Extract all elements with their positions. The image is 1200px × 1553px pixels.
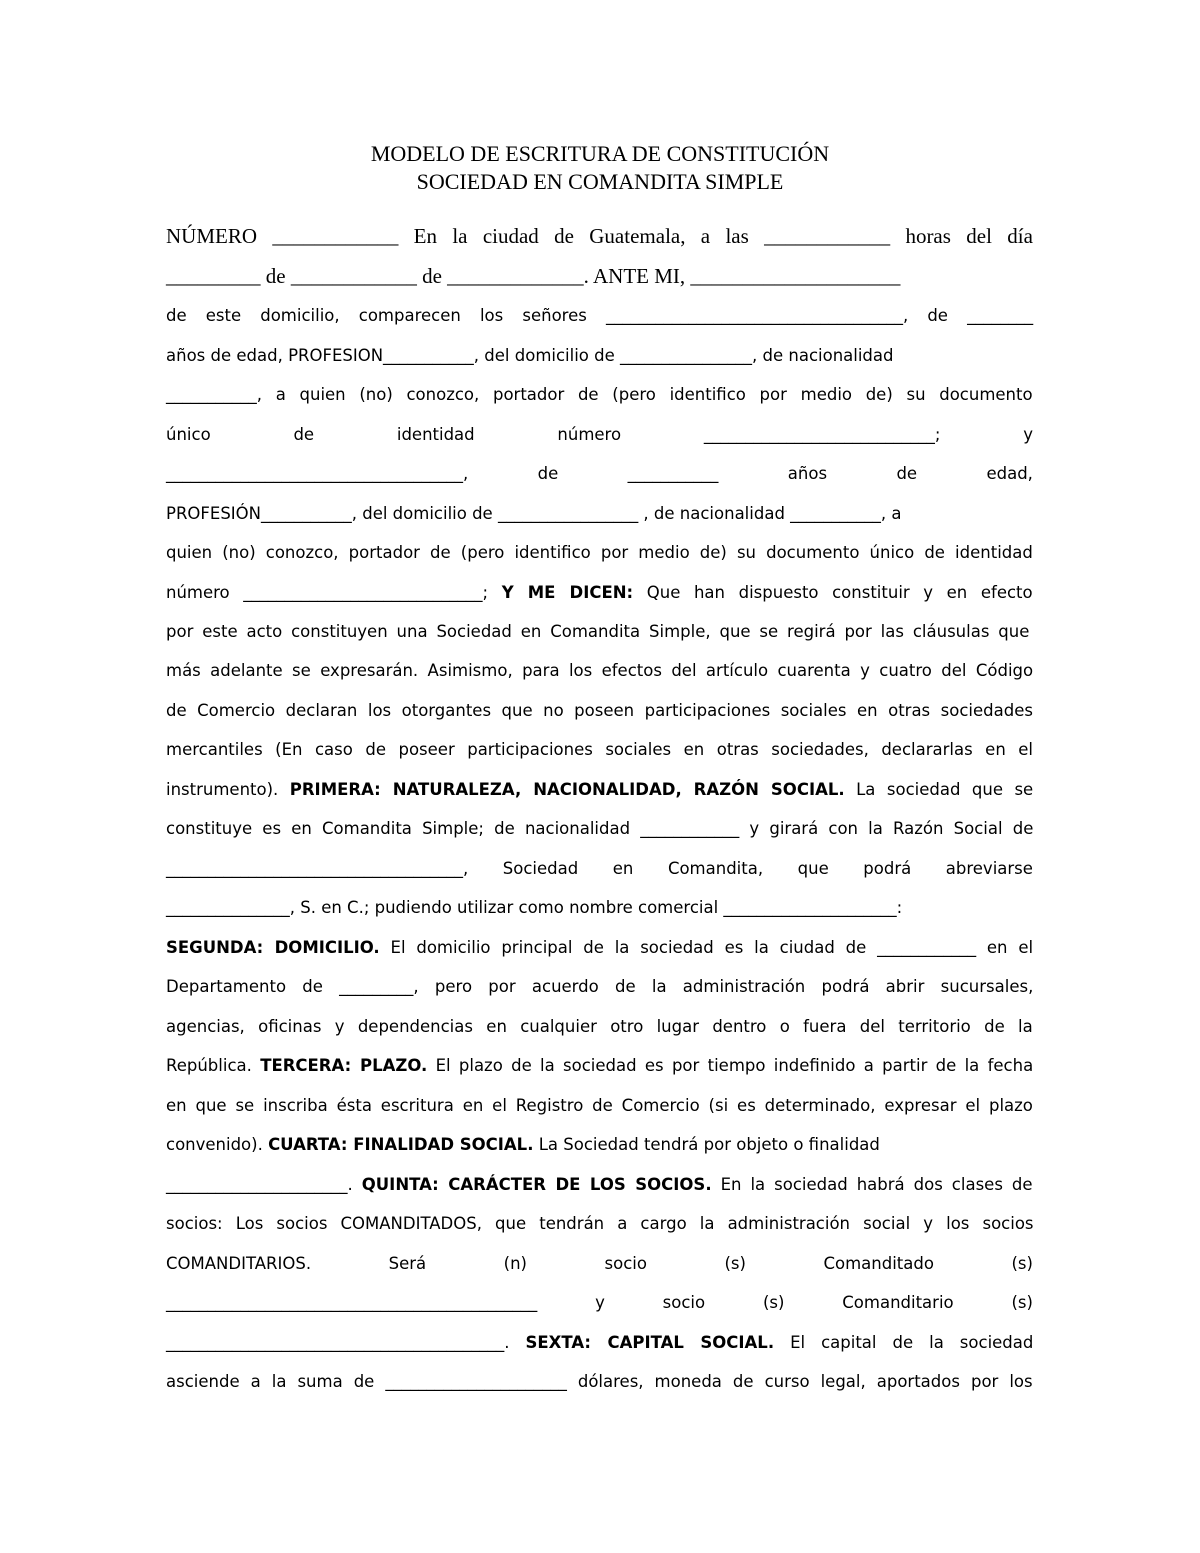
clause-heading: CUARTA: FINALIDAD SOCIAL.	[268, 1135, 534, 1154]
body-text-segment: instrumento).	[166, 780, 290, 799]
body-line	[166, 933, 1033, 963]
body-word: Sociedad	[502, 859, 579, 878]
body-text-segment: El plazo de la sociedad es por tiempo indefinido a partir de la fecha	[427, 1056, 1034, 1075]
body-word: de	[896, 464, 918, 483]
body-word: (n)	[503, 1254, 527, 1273]
body-line	[166, 420, 1033, 450]
body-word: Comanditario	[842, 1293, 954, 1312]
body-word: (s)	[1011, 1293, 1033, 1312]
body-word: años	[787, 464, 828, 483]
body-text-segment: constituye es en Comandita Simple; de nacionalidad ____________ y girará con la Razón Social de	[166, 819, 1034, 838]
body-word: _____________________________________________	[166, 1293, 538, 1312]
body-line	[166, 617, 1033, 647]
body-text-segment: número _____________________________;	[166, 583, 502, 602]
body-word: ___________	[627, 464, 719, 483]
clause-heading: PRIMERA: NATURALEZA, NACIONALIDAD, RAZÓN SOCIAL.	[289, 780, 845, 799]
body-line	[166, 696, 1033, 726]
body-line	[166, 814, 1033, 844]
body-word: (s)	[762, 1293, 785, 1312]
body-text-segment: de Comercio declaran los otorgantes que no poseen participaciones sociales en otras sociedades	[166, 701, 1033, 720]
body-text-segment: _______________, S. en C.; pudiendo utilizar como nombre comercial _____________________:	[166, 898, 903, 917]
body-line	[166, 1091, 1033, 1121]
body-line	[166, 1249, 1033, 1279]
body-line	[166, 735, 1033, 765]
body-line	[166, 261, 1033, 291]
body-text-segment: NÚMERO ____________	[166, 224, 414, 248]
document-title-line-1: MODELO DE ESCRITURA DE CONSTITUCIÓN	[370, 141, 830, 166]
body-line	[166, 854, 1033, 884]
body-word: de	[537, 464, 559, 483]
document-title-line-2: SOCIEDAD EN COMANDITA SIMPLE	[416, 169, 784, 194]
body-text-segment: La sociedad que se	[844, 780, 1034, 799]
body-word: ____________________________________,	[166, 859, 469, 878]
body-word: Comandita,	[667, 859, 764, 878]
body-text-segment: _________ de ____________ de _____________. ANTE MI, ____________________	[166, 264, 901, 288]
body-text-segment: En la sociedad habrá dos clases de	[711, 1175, 1033, 1194]
clause-heading: Y ME DICEN:	[501, 583, 634, 602]
body-line	[166, 221, 1033, 251]
body-text-segment: por este acto constituyen una Sociedad en Comandita Simple, que se regirá por las cláusulas que	[166, 622, 1030, 641]
body-text-segment: agencias, oficinas y dependencias en cualquier otro lugar dentro o fuera del territorio de la	[166, 1017, 1033, 1036]
body-word: Comanditado	[823, 1254, 934, 1273]
body-line	[166, 1328, 1033, 1358]
body-text-segment: La Sociedad tendrá por objeto o finalidad	[533, 1135, 880, 1154]
body-line	[166, 578, 1033, 608]
body-text-segment: República.	[166, 1056, 261, 1075]
body-word: y	[595, 1293, 605, 1312]
clause-heading: QUINTA: CARÁCTER DE LOS SOCIOS.	[361, 1175, 712, 1194]
body-text-segment: quien (no) conozco, portador de (pero identifico por medio de) su documento único de identidad	[166, 543, 1033, 562]
body-word: ____________________________;	[703, 425, 941, 444]
body-word: abreviarse	[945, 859, 1033, 878]
body-text-segment: El capital de la sociedad	[774, 1333, 1034, 1352]
body-line	[166, 1012, 1033, 1042]
body-word: en	[612, 859, 634, 878]
body-text-segment: PROFESIÓN___________, del domicilio de _________________ , de nacionalidad ___________, a	[166, 504, 902, 523]
body-line	[166, 1288, 1033, 1318]
body-text-segment: en que se inscriba ésta escritura en el Registro de Comercio (si es determinado, expresar el plazo	[166, 1096, 1033, 1115]
body-text-segment: El domicilio principal de la sociedad es la ciudad de ____________ en el	[379, 938, 1034, 957]
body-line	[166, 301, 1033, 331]
body-line	[166, 341, 1033, 371]
body-word: edad,	[986, 464, 1033, 483]
body-word: único	[166, 425, 211, 444]
body-text-segment: Departamento de _________, pero por acuerdo de la administración podrá abrir sucursales,	[166, 977, 1034, 996]
body-word: Será	[388, 1254, 427, 1273]
body-line	[166, 459, 1033, 489]
body-word: ____________________________________,	[166, 464, 469, 483]
body-text-segment: de este domicilio, comparecen los señores ____________________________________, de ________	[166, 306, 1034, 325]
body-line	[166, 538, 1033, 568]
body-line	[166, 775, 1033, 805]
body-text-segment: En la ciudad de Guatemala, a las ____________ horas del día	[413, 224, 1033, 248]
body-word: de	[293, 425, 315, 444]
body-word: podrá	[863, 859, 912, 878]
body-line	[166, 1130, 1033, 1160]
body-line	[166, 1367, 1033, 1397]
body-word: socio	[604, 1254, 647, 1273]
body-word: socio	[662, 1293, 706, 1312]
body-line	[166, 1209, 1033, 1239]
body-text-segment: _________________________________________.	[166, 1333, 526, 1352]
body-line	[166, 380, 1033, 410]
body-text-segment: socios: Los socios COMANDITADOS, que tendrán a cargo la administración social y los socios	[166, 1214, 1034, 1233]
body-word: número	[557, 425, 622, 444]
body-text-segment: mercantiles (En caso de poseer participaciones sociales en otras sociedades, declararlas en el	[166, 740, 1034, 759]
body-line	[166, 893, 1033, 923]
body-line	[166, 1170, 1033, 1200]
body-line	[166, 499, 1033, 529]
body-word: (s)	[1011, 1254, 1033, 1273]
body-text-segment: Que han dispuesto constituir y en efecto	[633, 583, 1033, 602]
body-line	[166, 1051, 1033, 1081]
clause-heading: SEXTA: CAPITAL SOCIAL.	[525, 1333, 775, 1352]
body-word: identidad	[396, 425, 475, 444]
body-text-segment: convenido).	[166, 1135, 269, 1154]
body-word: que	[797, 859, 829, 878]
clause-heading: SEGUNDA: DOMICILIO.	[166, 938, 380, 957]
body-text-segment: más adelante se expresarán. Asimismo, para los efectos del artículo cuarenta y cuatro del Código	[166, 661, 1034, 680]
body-line	[166, 972, 1033, 1002]
body-line	[166, 656, 1033, 686]
body-word: COMANDITARIOS.	[166, 1254, 312, 1273]
clause-heading: TERCERA: PLAZO.	[260, 1056, 428, 1075]
body-text-segment: ______________________.	[166, 1175, 362, 1194]
body-text-segment: asciende a la suma de ______________________ dólares, moneda de curso legal, aportados por los	[166, 1372, 1033, 1391]
body-word: (s)	[724, 1254, 746, 1273]
body-text-segment: ___________, a quien (no) conozco, portador de (pero identifico por medio de) su documento	[166, 385, 1033, 404]
body-word: y	[1023, 425, 1033, 444]
body-text-segment: años de edad, PROFESION___________, del domicilio de ________________, de nacionalidad	[166, 346, 894, 365]
